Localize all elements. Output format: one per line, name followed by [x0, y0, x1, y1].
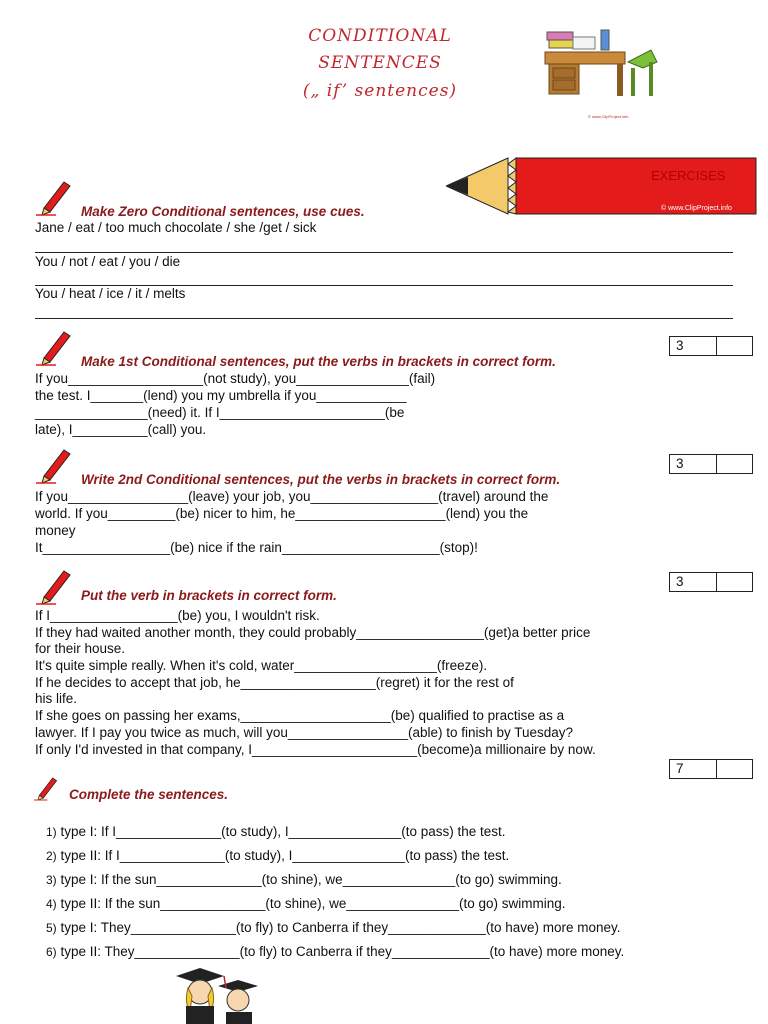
section1-heading: Make Zero Conditional sentences, use cues. [81, 204, 365, 219]
section3-line-3: money [35, 523, 76, 538]
section4-line-6: his life. [35, 691, 78, 706]
list-item: 1) type I: If I______________(to study), I_______________(to pass) the test. [46, 824, 506, 839]
section3-line-4: It_________________(be) nice if the rain_____________________(stop)! [35, 540, 478, 555]
section3-heading: Write 2nd Conditional sentences, put the verbs in brackets in correct form. [81, 472, 561, 487]
section2-line-3: _______________(need) it. If I______________________(be [35, 405, 405, 420]
worksheet-title-line2: SENTENCES [318, 53, 442, 73]
desk-clipart [533, 22, 663, 122]
list-item: 6) type II: They______________(to fly) to Canberra if they_____________(to have) more money. [46, 944, 625, 959]
section2-line-1: If you__________________(not study), you_______________(fail) [35, 371, 436, 386]
exercises-label: EXERCISES [651, 168, 726, 183]
score-max: 3 [670, 455, 717, 473]
pencil-credit: © www.ClipProject.info [661, 205, 732, 212]
section4-line-3: for their house. [35, 641, 126, 656]
score-box [669, 759, 753, 779]
desk-credit: © www.ClipProject.info [588, 114, 629, 119]
answer-line[interactable] [35, 318, 733, 319]
list-item: 3) type I: If the sun______________(to shine), we_______________(to go) swimming. [46, 872, 562, 887]
pencil-icon [36, 567, 72, 605]
worksheet-title-line3: („ if’ sentences) [302, 81, 458, 101]
score-box [669, 336, 753, 356]
list-item: 4) type II: If the sun______________(to shine), we_______________(to go) swimming. [46, 896, 566, 911]
section4-line-8: lawyer. If I pay you twice as much, will you________________(able) to finish by Tuesday? [35, 725, 574, 740]
graduates-clipart [172, 962, 264, 1024]
score-max: 3 [670, 573, 717, 591]
section4-heading: Put the verb in brackets in correct form. [81, 588, 337, 603]
section5-heading: Complete the sentences. [69, 787, 229, 802]
exercises-pencil-banner [446, 156, 758, 216]
answer-line[interactable] [35, 252, 733, 253]
section1-cue-3: You / heat / ice / it / melts [35, 286, 186, 301]
score-box [669, 572, 753, 592]
section4-line-7: If she goes on passing her exams,____________________(be) qualified to practise as a [35, 708, 565, 723]
score-max: 7 [670, 760, 717, 778]
section4-line-4: It's quite simple really. When it's cold, water___________________(freeze). [35, 658, 488, 673]
section3-line-2: world. If you_________(be) nicer to him, he____________________(lend) you the [35, 506, 529, 521]
list-item: 5) type I: They______________(to fly) to Canberra if they_____________(to have) more money. [46, 920, 621, 935]
section2-heading: Make 1st Conditional sentences, put the verbs in brackets in correct form. [81, 354, 556, 369]
pencil-icon [36, 178, 72, 216]
section4-line-2: If they had waited another month, they could probably_________________(get)a better price [35, 625, 591, 640]
section1-cue-2: You / not / eat / you / die [35, 254, 181, 269]
pencil-icon [36, 328, 72, 366]
section2-line-2: the test. I_______(lend) you my umbrella if you____________ [35, 388, 407, 403]
worksheet-title-line1: CONDITIONAL [308, 26, 452, 46]
score-max: 3 [670, 337, 717, 355]
list-item: 2) type II: If I______________(to study), I_______________(to pass) the test. [46, 848, 510, 863]
pencil-icon [34, 772, 58, 804]
pencil-icon [36, 446, 72, 484]
section4-line-1: If I_________________(be) you, I wouldn't risk. [35, 608, 320, 623]
section4-line-9: If only I'd invested in that company, I______________________(become)a millionaire by now. [35, 742, 596, 757]
section3-line-1: If you________________(leave) your job, you_________________(travel) around the [35, 489, 549, 504]
section2-line-4: late), I__________(call) you. [35, 422, 207, 437]
section1-cue-1: Jane / eat / too much chocolate / she /get / sick [35, 220, 317, 235]
score-box [669, 454, 753, 474]
section4-line-5: If he decides to accept that job, he__________________(regret) it for the rest of [35, 675, 514, 690]
